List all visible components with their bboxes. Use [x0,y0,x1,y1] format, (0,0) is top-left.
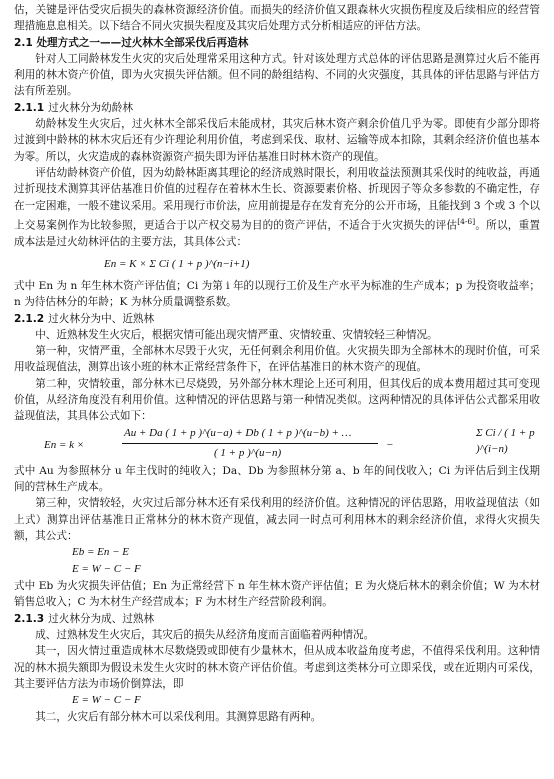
subsection-heading-2-1-1 [14,100,540,116]
paragraph: 中、近熟林发生火灾后，根据灾情可能出现灾情严重、灾情较重、灾情较轻三种情况。 [35,328,438,341]
equation-numerator: Au + Da ( 1 + p )^(u−a) + Db ( 1 + p )^(u−b) + … [124,426,352,439]
subsection-title: 过火林分为幼龄林 [48,101,133,114]
equation-denominator: ( 1 + p )^(u−n) [214,446,282,459]
paragraph: 成、过熟林发生火灾后，其灾后的损失从经济角度而言面临着两种情况。 [35,629,375,642]
equation-lhs: En = k × [44,438,85,451]
section-heading-2-1: 2.1 处理方式之一——过火林木全部采伐后再造林 [14,36,249,49]
paragraph: 其二，火灾后有部分林木可以采伐利用。其测算思路有两种。 [35,711,322,724]
paragraph: 针对人工同龄林发生火灾的灾后处理常采用这种方式。针对该处理方式总体的评估思路是测算过火后不能再利用的林木资产价值，即为火灾损失评估额。但不同的龄组结构、不同的火灾强度，其具体的评估思路与评估方法有所差别。 [14,52,540,98]
paragraph-variables: 式中 Eb 为火灾损失评估值；En 为正常经营下 n 年生林木资产评估值；E 为火烧后林木的剩余价值；W 为木材销售总收入；C 为木材生产经营成本；F 为木材生产经营阶段利润。 [14,580,540,609]
paragraph: 第二种，灾情较重，部分林木已尽烧毁，另外部分林木理论上还可利用，但其伐后的成本费用超过其可变现价值，从经济角度没有利用价值。这种情况的评估思路与第一种情况类似。这两种情况的具体评估公式都采用收益现值法，其具体公式如下： [14,377,540,423]
citation: [4-6] [457,216,476,226]
subsection-title: 过火林分为中、近熟林 [48,312,155,325]
paragraph: 第三种，灾情较轻，火灾过后部分林木还有采伐利用的经济价值。这种情况的评估思路，用收益现值法（如上式）测算出评估基准日正常林分的林木资产现值，减去同一时点可利用林木的剩余经济价值，求得火灾损失额，其公式： [14,497,540,542]
equation-residual-value: E = W − C − F [72,563,141,576]
paragraph: 其一，因火情过重造成林木尽数烧毁或即使有少量林木，但从成本收益角度考虑，不值得采伐利用。这种情况的林木损失额即为假设未发生火灾时的林木资产评估价值。考虑到这类林分可立即采伐，或在近期内可采伐，其主要评估方法为市场价倒算法，即 [14,645,540,690]
subsection-heading-2-1-2 [14,311,540,327]
intro-paragraph-end: 估，关键是评估受灾后损失的森林资源经济价值。而损失的经济价值又跟森林火灾损伤程度及后续相应的经营管理措施息息相关。以下结合不同火灾损失程度及其灾后处理方式分析相适应的评估方法。 [14,4,540,33]
equation-minus: − [386,438,394,451]
equation-income-value [14,425,540,463]
equation-replacement-cost: En = K × Σ Ci ( 1 + p )^(n−i+1) [104,257,250,270]
paragraph: 评估幼龄林资产价值，因为幼龄林距离其理论的经济成熟时限长，利用收益法预测其采伐时的纯收益，再通过折现技术测算其评估基准日价值的过程存在着林木生长、资源要素价格、折现因子等众多参数的不确定性，存在一定困难，一般不建议采用。采用现行市价法，应用前提是存在发育充分的公开市场，且能找到 3 个或 3 个以上交易案例作为比较参照，更适合于以产权交易为目的的资产评估，不适合于火灾损失的评估[4-6]。所以，重置成本法是过火幼林评估的主要方法，其具体公式： [14,166,540,248]
equation-loss: Eb = En − E [72,546,130,559]
subsection-number: 2.1.1 [14,101,45,114]
paragraph: 幼龄林发生火灾后，过火林木全部采伐后未能成材，其灾后林木资产剩余价值几乎为零。即使有少部分即将过渡到中龄林的林木灾后还有少许理论利用价值，考虑到采伐、取材、运输等成本扣除，其剩余经济价值也基本为零。所以，火灾造成的森林资源资产损失即为评估基准日时林木资产的现值。 [14,118,540,163]
paragraph: 第一种，灾情严重，全部林木尽毁于火灾，无任何剩余利用价值。火灾损失即为全部林木的现时价值，可采用收益现值法，测算出该小班的林木正常经营条件下，在评估基准日的林木资产的现值。 [14,345,540,374]
equation-sum-term: Σ Ci / ( 1 + p )^(i−n) [476,426,535,455]
fraction-bar [122,443,378,444]
equation-market-price: E = W − C − F [72,694,141,707]
subsection-title: 过火林分为成、过熟林 [48,612,155,625]
paragraph-variables: 式中 En 为 n 年生林木资产评估值；Ci 为第 i 年的以现行工价及生产水平为标准的生产成本；p 为投资收益率；n 为待估林分的年龄；K 为林分质量调整系数。 [14,279,540,309]
subsection-heading-2-1-3 [14,611,540,627]
subsection-number: 2.1.3 [14,612,45,625]
subsection-number: 2.1.2 [14,312,45,325]
paragraph-variables: 式中 Au 为参照林分 u 年主伐时的纯收入；Da、Db 为参照林分第 a、b 年的间伐收入；Ci 为评估后到主伐期间的营林生产成本。 [14,464,540,493]
